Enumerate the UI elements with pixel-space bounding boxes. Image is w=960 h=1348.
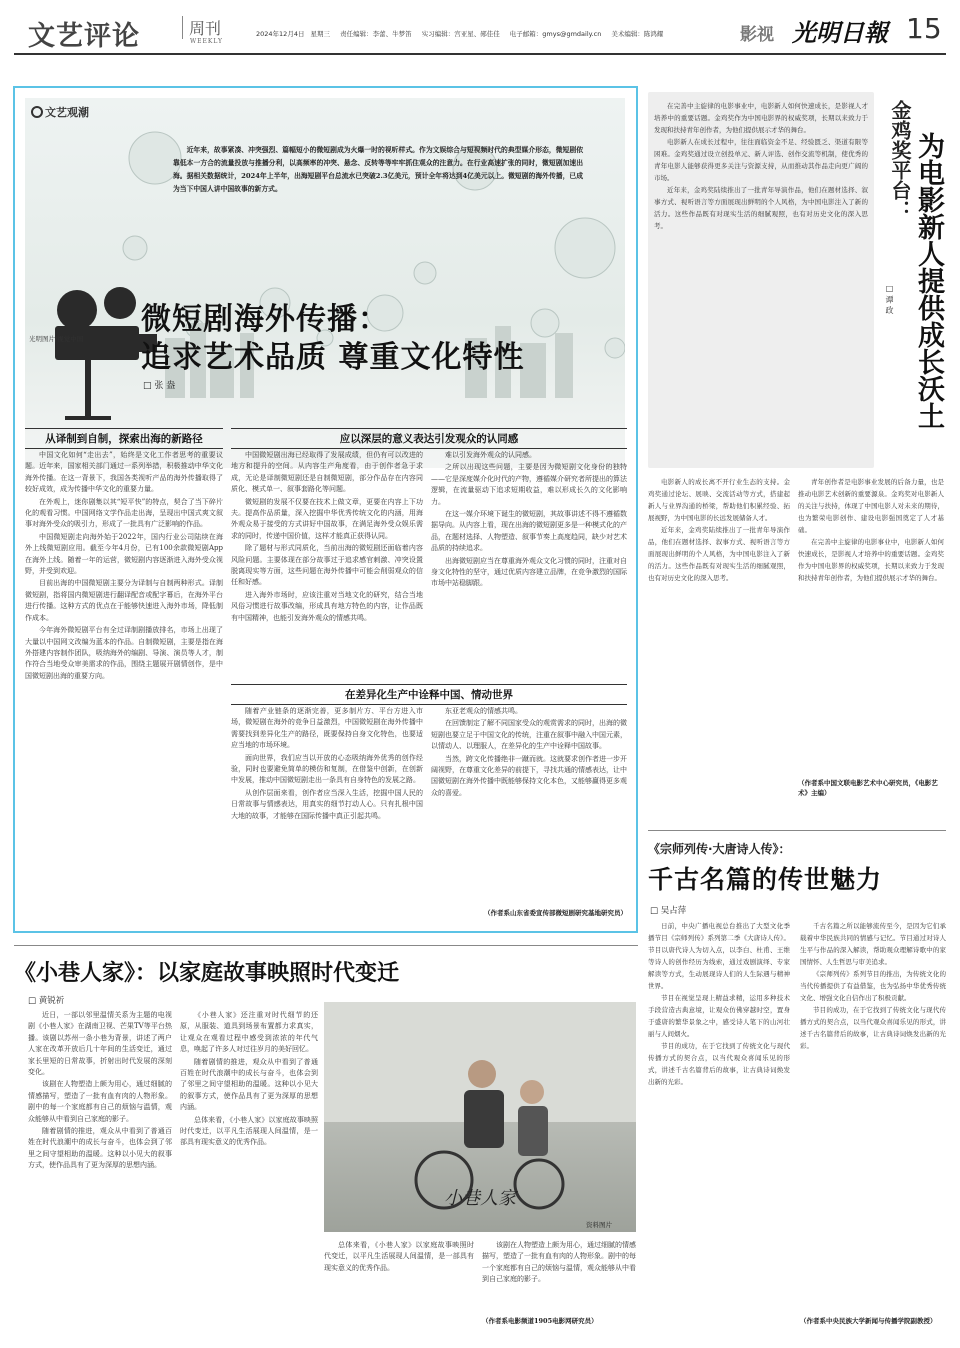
paragraph: 中国文化如何“走出去”，始终是文化工作者思考的重要议题。近年来，国家相关部门通过一系列举措，积极推动中华文化海外传播。在这一背景下，我国各类视听产品的海外传播取得了较好成效，成为传播中华文化的重要力量。 bbox=[25, 451, 223, 494]
paragraph: 除了题材与形式同质化，当前出海的微短剧还面临着内容风险问题。主要体现在部分故事过于追求感官刺激、冲突设置脱离现实等方面，这些问题在海外传播中可能会削弱观众的信任和好感。 bbox=[231, 544, 423, 587]
paragraph: 随着剧情的推进，观众从中看到了普通百姓在时代浪潮中的成长与奋斗，也体会到了邻里之间守望相助的温暖。这种以小见大的叙事方式，使作品具有了更为深厚的思想内涵。 bbox=[28, 1127, 172, 1170]
divider bbox=[648, 830, 946, 831]
weekly-cn: 周刊 bbox=[182, 16, 221, 39]
alley-article bbox=[14, 952, 638, 1342]
paragraph: 节目的成功，在于它找到了传统文化与现代传播方式的契合点，以当代观众喜闻乐见的形式，讲述千古名篇背后的故事，让古典诗词焕发出新的光彩。 bbox=[648, 1042, 790, 1086]
tag-label: 文艺观潮 bbox=[45, 106, 89, 119]
alley-col-3 bbox=[324, 1240, 474, 1340]
lead-article bbox=[13, 86, 638, 933]
column-name: 影视 bbox=[740, 25, 774, 45]
woman-figure bbox=[518, 1080, 548, 1156]
bubble bbox=[123, 236, 147, 260]
lead-col-4 bbox=[231, 706, 423, 920]
email: 电子邮箱：gmys@gmdaily.cn bbox=[509, 30, 602, 38]
bubble bbox=[555, 218, 615, 278]
paragraph: 《小巷人家》还注重对时代细节的还原，从服装、道具到场景布置都力求真实，让观众在观看过程中感受到浓浓的年代气息，唤起了许多人对过往岁月的美好回忆。 bbox=[180, 1011, 318, 1054]
bubble bbox=[605, 338, 625, 358]
paragraph: 中国微短剧出海已经取得了发展成绩，但仍有可以改进的地方和提升的空间。从内容生产角度看，由于创作者急于求成，无论是译制微短剧还是自制微短剧，部分作品存在内容同质化、模式单一、叙事套路化等问题。 bbox=[231, 451, 423, 494]
right-kicker: 金鸡奖平台： bbox=[888, 100, 912, 220]
interns: 实习编辑：宫亚星、郧佳佳 bbox=[421, 30, 500, 38]
paragraph: 电影新人的成长离不开行业生态的支持。金鸡奖通过论坛、展映、交流活动等方式，搭建起新人与业界沟通的桥梁，帮助他们积累经验、拓展视野，为中国电影的长远发展储备人才。 bbox=[648, 478, 790, 522]
poem-col-1 bbox=[648, 920, 790, 1336]
tag-icon bbox=[31, 106, 43, 118]
bubble bbox=[414, 262, 436, 284]
paragraph: 节目在视觉呈现上精益求精，运用多种技术手段营造古典意境，让观众仿佛穿越时空，置身于盛唐的繁华景象之中，感受诗人笔下的山河壮丽与人间烟火。 bbox=[648, 994, 790, 1038]
headline-line2: 追求艺术品质 尊重文化特性 bbox=[141, 340, 525, 375]
lead-col-2 bbox=[231, 450, 423, 672]
header-image bbox=[25, 98, 625, 468]
paragraph: 难以引发海外观众的认同感。 bbox=[445, 451, 536, 459]
paper-logo: 光明日報 bbox=[792, 18, 888, 47]
poem-headline: 千古名篇的传世魅力 bbox=[648, 865, 883, 894]
subhead-2: 应以深层的意义表达引发观众的认同感 bbox=[231, 428, 627, 449]
paragraph: 《宗师列传》系列节目的推出，为传统文化的当代传播提供了有益借鉴，也为弘扬中华优秀传统文化、增强文化自信作出了积极贡献。 bbox=[800, 970, 946, 1002]
poem-credit: （作者系中央民族大学新闻与传播学院副教授） bbox=[800, 1317, 937, 1325]
page-number: 15 bbox=[906, 12, 942, 45]
right-author: □ 谭 政 bbox=[885, 284, 894, 315]
alley-col-4 bbox=[482, 1240, 636, 1312]
lead-col-1 bbox=[25, 450, 223, 925]
photo-caption: 资料图片 bbox=[586, 1221, 612, 1229]
masthead-info bbox=[256, 29, 663, 38]
issue-date: 2024年12月4日 bbox=[256, 30, 305, 38]
paragraph: 微短剧的发展不仅要在技术上做文章，更要在内容上下功夫。提高作品质量，深入挖掘中华优秀传统文化的内涵，用海外观众易于接受的方式讲好中国故事，在满足海外受众娱乐需求的同时，传递中国价值，这样才能真正获得认同。 bbox=[231, 497, 423, 540]
golden-rooster-article bbox=[648, 92, 946, 810]
weekly-en: WEEKLY bbox=[190, 38, 223, 45]
paragraph: 近年来，金鸡奖陆续推出了一批青年导演作品，他们在题材选择、叙事方式、视听语言等方面展现出鲜明的个人风格，为中国电影注入了新的活力。这些作品既有对现实生活的细腻观照，也有对历史文化的深入思考。 bbox=[648, 526, 790, 582]
paragraph: 之所以出现这些问题，主要是因为微短剧文化身份的独特——它是深度媒介化时代的产物，遵循媒介研究者所提出的算法逻辑，在流量驱动下追求短期收益，难以形成长久的文化影响力。 bbox=[431, 463, 627, 506]
paragraph: 今年海外微短剧平台有全过译制剧播放排名，市场上出现了大量以中国网文改编为蓝本的作品。自制微短剧，主要是指在海外搭建内容制作团队，吸纳海外的编剧、导演、演员等人才，制作符合当地受众审美需求的作品，围绕主题展开剧情创作，是中国微短剧出海的重要方向。 bbox=[25, 626, 223, 680]
paragraph: 东亚老观众的情感共鸣。 bbox=[445, 707, 522, 715]
right-headline: 为电影新人提供成长沃土 bbox=[913, 132, 944, 429]
bubble bbox=[531, 309, 559, 337]
paragraph: 千古名篇之所以能够流传至今，是因为它们承载着中华民族共同的情感与记忆。节目通过对诗人生平与作品的深入解读，帮助观众理解诗歌中的家国情怀、人生哲思与审美追求。 bbox=[800, 922, 946, 966]
paragraph: 从创作层面来看，创作者应当深入生活，挖掘中国人民的日常故事与情感表达，用真实的细节打动人心。只有扎根中国大地的故事，才能够在国际传播中真正引起共鸣。 bbox=[231, 788, 423, 820]
paragraph: 在外观上，迷你剧集以其“短平快”的特点，契合了当下碎片化的观看习惯。中国网络文学作品走出海，呈现出中国式爽文叙事对海外受众的吸引力，形成了一批具有广泛影响的作品。 bbox=[25, 497, 223, 529]
image-caption: 光明图片/视觉中国 bbox=[29, 335, 84, 343]
paragraph: 面向世界，我们应当以开放的心态吸纳海外优秀的创作经验，同时也要避免简单的模仿和复制，在借鉴中创新，在创新中发展，推动中国微短剧走出一条具有自身特色的发展之路。 bbox=[231, 753, 423, 785]
drama-photo bbox=[324, 1002, 636, 1232]
issue-weekday: 星期三 bbox=[310, 30, 331, 38]
paragraph: 随着产业链条的逐渐完善，更多制片方、平台方进入市场，微短剧在海外的竞争日益激烈，中国微短剧在海外传播中需要找到差异化生产的路径，既要保持自身文化特色，也要适应当地的市场环境。 bbox=[231, 707, 423, 750]
poem-col-2 bbox=[800, 920, 946, 1312]
paragraph: 青年创作者是电影事业发展的后备力量，也是推动电影艺术创新的重要源泉。金鸡奖对电影新人的关注与扶持，体现了中国电影人对未来的期待，也为繁荣电影创作、建设电影强国奠定了人才基础。 bbox=[798, 478, 944, 534]
paragraph: 出海微短剧应当在尊重海外观众文化习惯的同时，注重对自身文化特性的坚守，通过优质内容建立品牌，在竞争激烈的国际市场中站稳脚跟。 bbox=[431, 556, 627, 588]
paragraph: 中国微短剧走向海外始于2022年，国内行业公司陆续在海外上线微短剧应用。截至今年4月份，已有100余款微短剧App在海外上线。随着一年的运营，微短剧内容逐渐进入海外受众视野，并受到欢迎。 bbox=[25, 532, 223, 576]
masthead-rule bbox=[14, 53, 946, 55]
alley-col-1 bbox=[28, 1010, 172, 1340]
paragraph: 总体来看，《小巷人家》以家庭故事映照时代变迁，以平凡生活展现人间温情，是一部具有现实意义的优秀作品。 bbox=[180, 1115, 318, 1147]
headline-line1: 微短剧海外传播： bbox=[141, 302, 389, 337]
right-body-3 bbox=[798, 476, 944, 766]
column-tag bbox=[31, 104, 89, 120]
subhead-3: 在差异化生产中诠释中国、情动世界 bbox=[231, 684, 627, 705]
art-editor: 美术编辑：陈鸿耀 bbox=[611, 30, 664, 38]
right-body-1 bbox=[654, 100, 868, 462]
lead-intro: 近年来，故事紧凑、冲突强烈、篇幅短小的微短剧成为火爆一时的视听样式。作为文娱综合与短视频时代的典型媒介形态，微短剧依靠低本一方合的流量投放与推播分利，以高频率的冲突、悬念、反转等等牢牢抓住观众的注意力。在行业高速扩张的同时，微短剧加速出海。据相关数据统计，2024年上半年，出海短剧平台总流水已突破2.3亿美元，预计全年将达到4亿美元以上。微短剧的海外传播，已成为当下中国人讲中国故事的新方式。 bbox=[173, 146, 583, 193]
paragraph: 总体来看，《小巷人家》以家庭故事映照时代变迁，以平凡生活展现人间温情，是一部具有现实意义的优秀作品。 bbox=[324, 1241, 474, 1272]
paragraph: 日前，中央广播电视总台推出了大型文化季播节目《宗师列传》系列第二季《大唐诗人传》。节目以唐代诗人为切入点，以李白、杜甫、王维等诗人的创作经历为线索，通过戏剧演绎、专家解读等方式，生动展现诗人们的人生际遇与精神世界。 bbox=[648, 922, 790, 990]
alley-headline: 《小巷人家》：以家庭故事映照时代变迁 bbox=[14, 961, 400, 986]
paragraph: 随着剧情的推进，观众从中看到了普通百姓在时代浪潮中的成长与奋斗，也体会到了邻里之间守望相助的温暖。这种以小见大的叙事方式，使作品具有了更为深厚的思想内涵。 bbox=[180, 1057, 318, 1112]
poem-kicker: 《宗师列传·大唐诗人传》： bbox=[648, 842, 791, 856]
right-body-2 bbox=[648, 476, 790, 806]
alley-credit: （作者系电影频道1905电影网研究员） bbox=[482, 1317, 598, 1325]
editors: 责任编辑：李蕾、牛梦笛 bbox=[340, 30, 412, 38]
calligraphy-title: 小巷人家 bbox=[444, 1188, 516, 1209]
alley-col-2 bbox=[180, 1010, 318, 1340]
paragraph: 当然，跨文化传播绝非一蹴而就。这就要求创作者进一步开阔视野，在尊重文化差异的前提下，寻找共通的情感表达，让中国微短剧在海外传播中既能够保持文化本色，又能够赢得更多观众的喜爱。 bbox=[431, 754, 627, 797]
lead-author: □ 张 盎 bbox=[143, 381, 176, 391]
lead-col-3 bbox=[431, 450, 627, 672]
paragraph: 近年来，金鸡奖陆续推出了一批青年导演作品，他们在题材选择、叙事方式、视听语言等方面展现出鲜明的个人风格，为中国电影注入了新的活力。这些作品既有对现实生活的细腻观照，也有对历史文化的深入思考。 bbox=[654, 186, 868, 230]
paragraph: 目前出海的中国微短剧主要分为译制与自制两种形式。译制微短剧，指将国内微短剧进行翻译配音或配字幕后，在海外平台进行传播。这种方式的优点在于能够快速进入海外市场，降低制作成本。 bbox=[25, 579, 223, 622]
paragraph: 节目的成功，在于它找到了传统文化与现代传播方式的契合点，以当代观众喜闻乐见的形式，讲述千古名篇背后的故事，让古典诗词焕发出新的光彩。 bbox=[800, 1006, 946, 1050]
divider bbox=[14, 945, 638, 946]
paragraph: 该剧在人物塑造上颇为用心，通过细腻的情感描写，塑造了一批有血有肉的人物形象。剧中的每一个家庭都有自己的烦恼与温情，观众能够从中看到自己家庭的影子。 bbox=[28, 1080, 172, 1123]
wheel bbox=[515, 1160, 563, 1208]
lead-credit: （作者系山东省委宣传部微短剧研究基地研究员） bbox=[484, 909, 627, 917]
paragraph: 在完善中主旋律的电影事业中，电影新人如何快速成长，是影视人才培养中的重要话题。金鸡奖作为中国电影界的权威奖项，长期以来致力于发现和扶持青年创作者，为他们提供展示才华的舞台。 bbox=[654, 102, 868, 134]
paragraph: 在这一媒介环境下诞生的微短剧，其故事讲述不得不遵循数据导向。从内容上看，现在出海的微短剧更多是一种模式化的产品，在题材选择、人物塑造、叙事节奏上高度趋同，缺少对艺术品质的持续追求。 bbox=[431, 510, 627, 553]
paragraph: 进入海外市场时，应该注重对当地文化的研究，结合当地风俗习惯进行故事改编，形成具有地方特色的内容，让作品既有中国精神，也能引发海外观众的情感共鸣。 bbox=[231, 590, 423, 622]
lead-col-5 bbox=[431, 706, 627, 902]
masthead bbox=[0, 0, 960, 54]
poem-author: □ 吴占萍 bbox=[650, 906, 687, 916]
poem-article bbox=[648, 840, 946, 1340]
alley-author: □ 黄锐祈 bbox=[28, 996, 65, 1006]
right-credit: （作者系中国文联电影艺术中心研究员，《电影艺术》主编） bbox=[798, 779, 938, 797]
paragraph: 近日，一部以邻里温情关系为主题的电视剧《小巷人家》在湖南卫视、芒果TV等平台热播。该剧以苏州一条小巷为背景，讲述了两户人家在改革开放后几十年间的生活变迁，通过家长里短的日常故事，折射出时代发展的深刻变化。 bbox=[28, 1011, 172, 1077]
section-title: 文艺评论 bbox=[28, 21, 140, 52]
paragraph: 该剧在人物塑造上颇为用心，通过细腻的情感描写，塑造了一批有血有肉的人物形象。剧中的每一个家庭都有自己的烦恼与温情，观众能够从中看到自己家庭的影子。 bbox=[482, 1241, 636, 1284]
paragraph: 电影新人在成长过程中，往往面临资金不足、经验匮乏、渠道有限等困难。金鸡奖通过设立创投单元、新人评选、创作交流等机制，使优秀的青年电影人能够获得更多关注与资源支持，从而推动其作品走向更广阔的市场。 bbox=[654, 138, 868, 182]
paragraph: 在完善中主旋律的电影事业中，电影新人如何快速成长，是影视人才培养中的重要话题。金鸡奖作为中国电影界的权威奖项，长期以来致力于发现和扶持青年创作者，为他们提供展示才华的舞台。 bbox=[798, 538, 944, 582]
paragraph: 在回馈制定了解不同国家受众的观赏需求的同时，出海的微短剧也要立足于中国文化的传统，注重在叙事中融入中国元素，以情动人、以理服人，在差异化的生产中诠释中国故事。 bbox=[431, 719, 627, 751]
subhead-1: 从译制到自制，探索出海的新路径 bbox=[25, 428, 223, 449]
